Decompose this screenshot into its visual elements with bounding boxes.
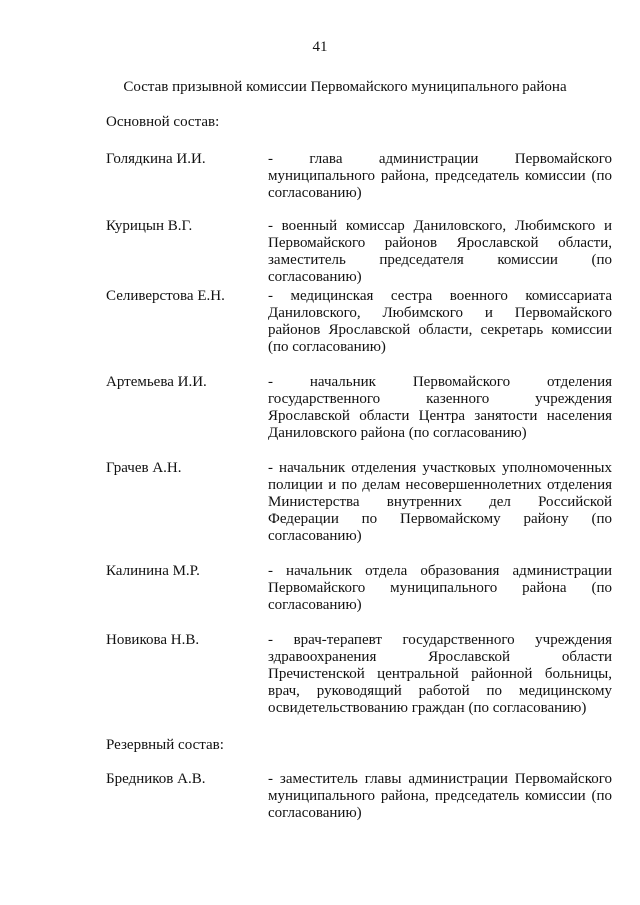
- member-name: Бредников А.В.: [106, 771, 206, 787]
- member-role: - военный комиссар Даниловского, Любимского и Первомайского районов Ярославской области, заместитель председателя комиссии (по согласованию): [268, 218, 612, 285]
- member-role: - заместитель главы администрации Первомайского муниципального района, председатель комиссии (по согласованию): [268, 771, 612, 821]
- member-name: Голядкина И.И.: [106, 151, 206, 167]
- member-role: - врач-терапевт государственного учреждения здравоохранения Ярославской области Пречистенской центральной районной больницы, врач, руководящий работой по медицинскому освидетельствованию граждан (по согласованию): [268, 632, 612, 716]
- document-title: Состав призывной комиссии Первомайского муниципального района: [123, 79, 567, 95]
- member-role: - начальник отдела образования администрации Первомайского муниципального района (по согласованию): [268, 563, 612, 613]
- member-name: Артемьева И.И.: [106, 374, 207, 390]
- member-role: - глава администрации Первомайского муниципального района, председатель комиссии (по согласованию): [268, 151, 612, 201]
- member-name: Курицын В.Г.: [106, 218, 193, 234]
- reserve-section-heading: Резервный состав:: [106, 737, 224, 753]
- member-name: Селиверстова Е.Н.: [106, 288, 225, 304]
- member-role: - начальник отделения участковых уполномоченных полиции и по делам несовершеннолетних отделения Министерства внутренних дел Российской Федерации по Первомайскому району (по согласованию): [268, 460, 612, 544]
- member-role: - начальник Первомайского отделения государственного казенного учреждения Ярославской области Центра занятости населения Даниловского района (по согласованию): [268, 374, 612, 441]
- member-name: Грачев А.Н.: [106, 460, 182, 476]
- main-section-heading: Основной состав:: [106, 114, 220, 130]
- page-number: 41: [312, 39, 328, 55]
- member-name: Калинина М.Р.: [106, 563, 200, 579]
- member-name: Новикова Н.В.: [106, 632, 200, 648]
- member-role: - медицинская сестра военного комиссариата Даниловского, Любимского и Первомайского районов Ярославской области, секретарь комиссии (по согласованию): [268, 288, 612, 355]
